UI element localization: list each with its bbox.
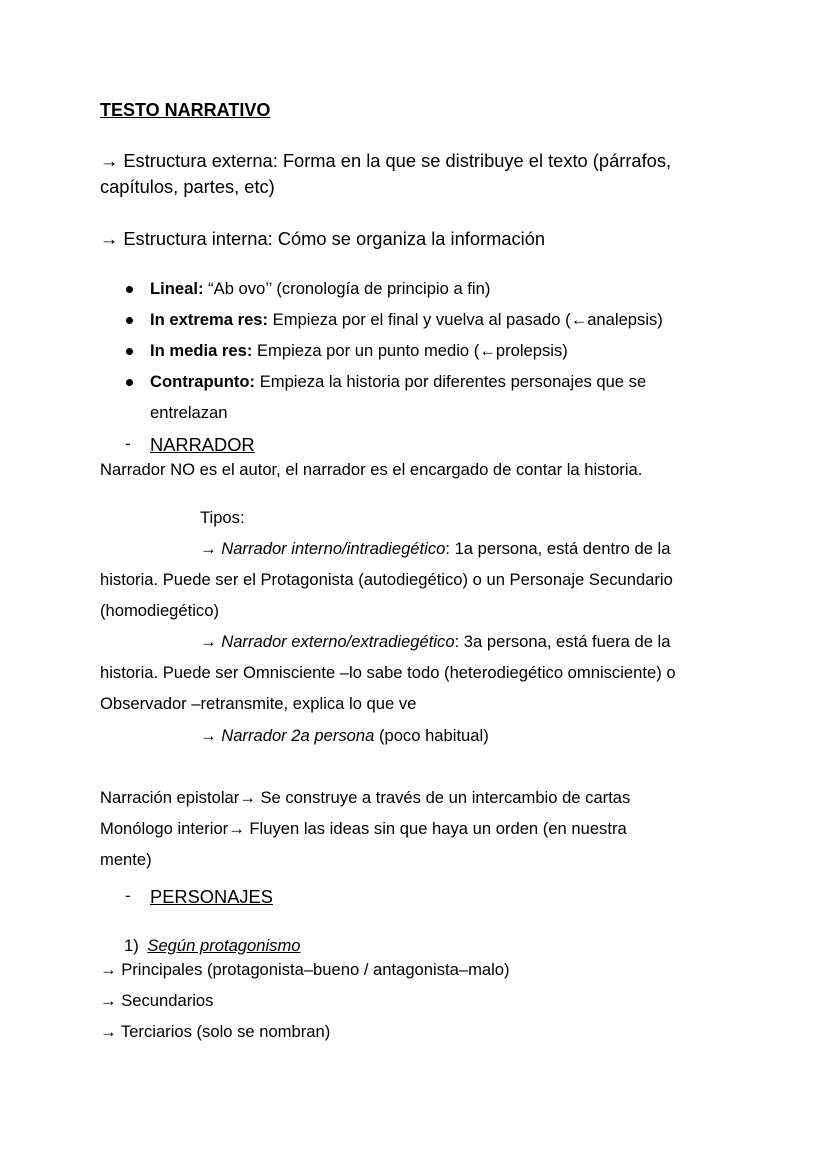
bullet-term: In extrema res:	[150, 310, 269, 329]
list-item-terciarios: → Terciarios (solo se nombran)	[100, 1022, 331, 1041]
list-item-principales: → Principales (protagonista–bueno / antagonista–malo)	[100, 960, 510, 979]
narrador-interno-line1	[200, 539, 670, 559]
bullet-item-contrapunto-cont: entrelazan	[150, 403, 228, 422]
narrador-segunda-rest: (poco habitual)	[374, 726, 489, 745]
narrador-interno-line3: (homodiegético)	[100, 601, 219, 620]
subsection-title: Según protagonismo	[147, 936, 301, 955]
bullet-icon	[126, 317, 133, 324]
bullet-text: Empieza la historia por diferentes personajes que se	[255, 372, 647, 391]
bullet-term: Contrapunto:	[150, 372, 256, 391]
narrador-interno-line2: historia. Puede ser el Protagonista (autodiegético) o un Personaje Secundario	[100, 570, 673, 589]
bullet-term: Lineal:	[150, 279, 204, 298]
estructura-interna: → Estructura interna: Cómo se organiza la información	[100, 228, 546, 249]
list-item-secundarios: → Secundarios	[100, 991, 214, 1010]
estructura-externa-line2: capítulos, partes, etc)	[100, 176, 275, 197]
bullet-item-media-res	[150, 341, 568, 361]
narrador-interno-rest: : 1a persona, está dentro de la	[445, 539, 671, 558]
narrador-externo-term: Narrador externo/extradiegético	[221, 632, 455, 651]
bullet-icon	[126, 379, 133, 386]
bullet-text: Empieza por el final y vuelva al pasado (←analepsis)	[268, 310, 663, 329]
dash-marker: -	[125, 886, 131, 905]
bullet-icon	[126, 286, 133, 293]
narrador-externo-rest: : 3a persona, está fuera de la	[454, 632, 671, 651]
narracion-epistolar: Narración epistolar→ Se construye a través de un intercambio de cartas	[100, 788, 631, 807]
narrador-segunda-term: Narrador 2a persona	[221, 726, 375, 745]
bullet-item-lineal	[150, 279, 490, 299]
monologo-line2: mente)	[100, 850, 152, 869]
narrador-segunda-persona	[200, 726, 489, 746]
narrador-interno-term: Narrador interno/intradiegético	[221, 539, 446, 558]
monologo-line1: Monólogo interior→ Fluyen las ideas sin que haya un orden (en nuestra	[100, 819, 627, 838]
arrow-text: →	[200, 632, 222, 651]
dash-marker: -	[125, 434, 131, 453]
bullet-text: “Ab ovo’’ (cronología de principio a fin)	[203, 279, 491, 298]
narrador-definition: Narrador NO es el autor, el narrador es el encargado de contar la historia.	[100, 460, 643, 479]
bullet-icon	[126, 348, 133, 355]
bullet-term: In media res:	[150, 341, 253, 360]
arrow-text: →	[200, 539, 222, 558]
bullet-text: Empieza por un punto medio (←prolepsis)	[252, 341, 568, 360]
narrador-externo-line2: historia. Puede ser Omnisciente –lo sabe todo (heterodiegético omnisciente) o	[100, 663, 676, 682]
narrador-externo-line3: Observador –retransmite, explica lo que ve	[100, 694, 417, 713]
bullet-item-contrapunto	[150, 372, 646, 392]
section-heading-narrador: NARRADOR	[150, 434, 255, 455]
subsection-heading-protagonismo	[124, 936, 301, 956]
narrador-externo-line1	[200, 632, 670, 652]
estructura-externa-line1: → Estructura externa: Forma en la que se distribuye el texto (párrafos,	[100, 150, 672, 171]
tipos-label: Tipos:	[200, 508, 245, 527]
list-number: 1)	[124, 936, 139, 955]
section-heading-personajes: PERSONAJES	[150, 886, 273, 907]
arrow-text: →	[200, 726, 222, 745]
bullet-item-extrema-res	[150, 310, 663, 330]
document-title: TESTO NARRATIVO	[100, 100, 271, 120]
